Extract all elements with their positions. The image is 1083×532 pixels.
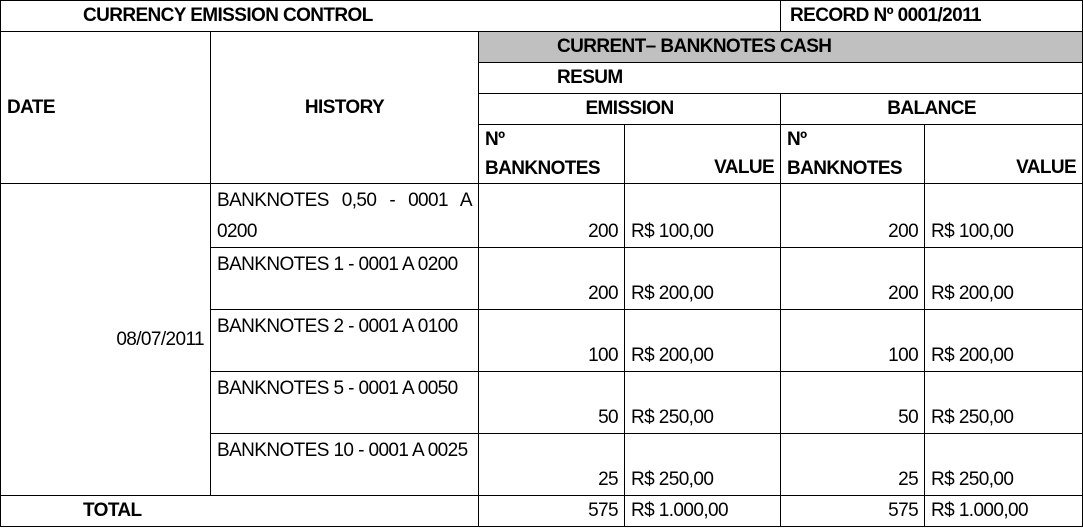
date-cell: 08/07/2011 xyxy=(1,184,211,496)
balance-value: R$ 250,00 xyxy=(925,372,1083,434)
emission-header: EMISSION xyxy=(479,94,781,125)
emission-value: R$ 250,00 xyxy=(625,372,781,434)
history-cell: BANKNOTES 0,50 - 0001 A 0200 xyxy=(211,184,479,248)
balance-count: 200 xyxy=(781,248,925,310)
emission-value: R$ 200,00 xyxy=(625,310,781,372)
count-header-line1: Nº xyxy=(485,129,505,150)
count-header-line2: BANKNOTES xyxy=(787,158,902,179)
date-header: DATE xyxy=(1,32,211,184)
balance-count: 100 xyxy=(781,310,925,372)
history-cell: BANKNOTES 10 - 0001 A 0025 xyxy=(211,434,479,496)
emission-value: R$ 200,00 xyxy=(625,248,781,310)
balance-count: 25 xyxy=(781,434,925,496)
balance-value: R$ 250,00 xyxy=(925,434,1083,496)
balance-value: R$ 200,00 xyxy=(925,248,1083,310)
balance-value-header: VALUE xyxy=(925,125,1083,184)
total-row xyxy=(1,496,1083,527)
table-row xyxy=(1,184,1083,248)
total-label: TOTAL xyxy=(1,496,479,527)
group-header: CURRENT– BANKNOTES CASH xyxy=(479,32,1083,63)
record-number: RECORD Nº 0001/2011 xyxy=(781,1,1083,32)
balance-value: R$ 200,00 xyxy=(925,310,1083,372)
emission-count-header xyxy=(479,125,625,184)
total-emission-count: 575 xyxy=(479,496,625,527)
total-balance-count: 575 xyxy=(781,496,925,527)
emission-value: R$ 100,00 xyxy=(625,184,781,248)
balance-value: R$ 100,00 xyxy=(925,184,1083,248)
balance-count: 50 xyxy=(781,372,925,434)
document-title: CURRENCY EMISSION CONTROL xyxy=(1,1,781,32)
emission-value-header: VALUE xyxy=(625,125,781,184)
history-header: HISTORY xyxy=(211,32,479,184)
history-cell: BANKNOTES 1 - 0001 A 0200 xyxy=(211,248,479,310)
emission-count: 200 xyxy=(479,184,625,248)
emission-count: 50 xyxy=(479,372,625,434)
count-header-line1: Nº xyxy=(787,129,807,150)
emission-count: 25 xyxy=(479,434,625,496)
total-emission-value: R$ 1.000,00 xyxy=(625,496,781,527)
balance-header: BALANCE xyxy=(781,94,1083,125)
resum-header: RESUM xyxy=(479,63,1083,94)
history-cell: BANKNOTES 2 - 0001 A 0100 xyxy=(211,310,479,372)
count-header-line2: BANKNOTES xyxy=(485,158,600,179)
balance-count-header xyxy=(781,125,925,184)
emission-count: 200 xyxy=(479,248,625,310)
header-row-1 xyxy=(1,32,1083,63)
balance-count: 200 xyxy=(781,184,925,248)
emission-value: R$ 250,00 xyxy=(625,434,781,496)
total-balance-value: R$ 1.000,00 xyxy=(925,496,1083,527)
emission-count: 100 xyxy=(479,310,625,372)
title-row xyxy=(1,1,1083,32)
history-cell: BANKNOTES 5 - 0001 A 0050 xyxy=(211,372,479,434)
